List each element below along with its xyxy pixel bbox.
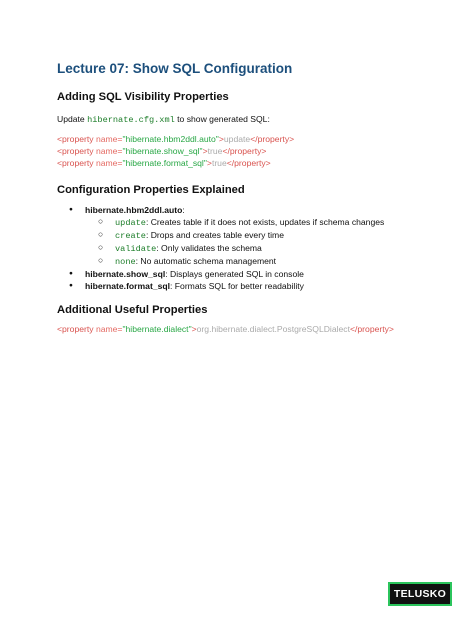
config-filename-code: hibernate.cfg.xml: [87, 115, 175, 125]
page-title: Lecture 07: Show SQL Configuration: [57, 61, 293, 76]
option-description: : Only validates the schema: [156, 243, 262, 253]
xml-text: update: [223, 134, 251, 144]
xml-attr-value: "hibernate.hbm2ddl.auto": [122, 134, 219, 144]
xml-tag-open: <property: [57, 146, 96, 156]
xml-tag-close: >: [202, 146, 208, 156]
section-heading-additional-properties: Additional Useful Properties: [57, 304, 208, 316]
xml-tag-close: >: [206, 158, 212, 168]
xml-tag-end: </property>: [222, 146, 267, 156]
xml-tag-open: <property: [57, 134, 96, 144]
xml-attr: name=: [95, 324, 123, 334]
xml-attr: name=: [95, 146, 123, 156]
xml-tag-end: </property>: [350, 324, 394, 334]
xml-tag-open: <property: [57, 158, 96, 168]
xml-attr-value: "hibernate.format_sql": [122, 158, 207, 168]
xml-code-block: [57, 133, 457, 169]
list-item-update: [85, 216, 457, 229]
list-item-create: [85, 229, 457, 242]
list-item-hbm2ddl: [57, 204, 457, 268]
xml-line-dialect: [57, 323, 457, 335]
list-item-validate: [85, 242, 457, 255]
xml-tag-open: <property: [57, 324, 96, 334]
section-heading-config-properties: Configuration Properties Explained: [57, 184, 245, 196]
xml-attr: name=: [95, 134, 123, 144]
option-code: validate: [115, 244, 157, 254]
xml-tag-end: </property>: [226, 158, 271, 168]
document-page: [57, 60, 457, 335]
list-item-label: hibernate.show_sql: [85, 269, 166, 279]
xml-tag-close: >: [191, 324, 197, 334]
intro-suffix: to show generated SQL:: [174, 114, 270, 124]
option-code: update: [115, 218, 146, 228]
option-code: none: [115, 257, 136, 267]
xml-attr-value: "hibernate.dialect": [122, 324, 192, 334]
xml-line-format-sql: [57, 157, 457, 169]
list-item-label: hibernate.format_sql: [85, 281, 171, 291]
hbm2ddl-options-list: [85, 216, 457, 268]
intro-paragraph: [57, 113, 457, 126]
xml-text: true: [211, 158, 227, 168]
option-code: create: [115, 231, 146, 241]
option-description: : No automatic schema management: [135, 256, 277, 266]
xml-text: org.hibernate.dialect.PostgreSQLDialect: [196, 324, 350, 334]
list-item-label: hibernate.hbm2ddl.auto: [85, 205, 183, 215]
telusko-logo: TELUSKO: [388, 582, 452, 606]
section-heading-sql-visibility: Adding SQL Visibility Properties: [57, 91, 229, 103]
xml-tag-close: >: [218, 134, 224, 144]
list-item-none: [85, 255, 457, 268]
intro-prefix: Update: [57, 114, 88, 124]
list-item-description: : Displays generated SQL in console: [165, 269, 304, 279]
list-item-format-sql: [57, 280, 457, 292]
list-item-colon: :: [182, 205, 185, 215]
option-description: : Drops and creates table every time: [145, 230, 284, 240]
xml-text: true: [207, 146, 223, 156]
xml-line-show-sql: [57, 145, 457, 157]
list-item-show-sql: [57, 268, 457, 280]
xml-attr: name=: [95, 158, 123, 168]
option-description: : Creates table if it does not exists, updates if schema changes: [145, 217, 385, 227]
list-item-description: : Formats SQL for better readability: [170, 281, 304, 291]
xml-line-hbm2ddl: [57, 133, 457, 145]
xml-tag-end: </property>: [250, 134, 295, 144]
xml-attr-value: "hibernate.show_sql": [122, 146, 203, 156]
properties-list: [57, 204, 457, 292]
